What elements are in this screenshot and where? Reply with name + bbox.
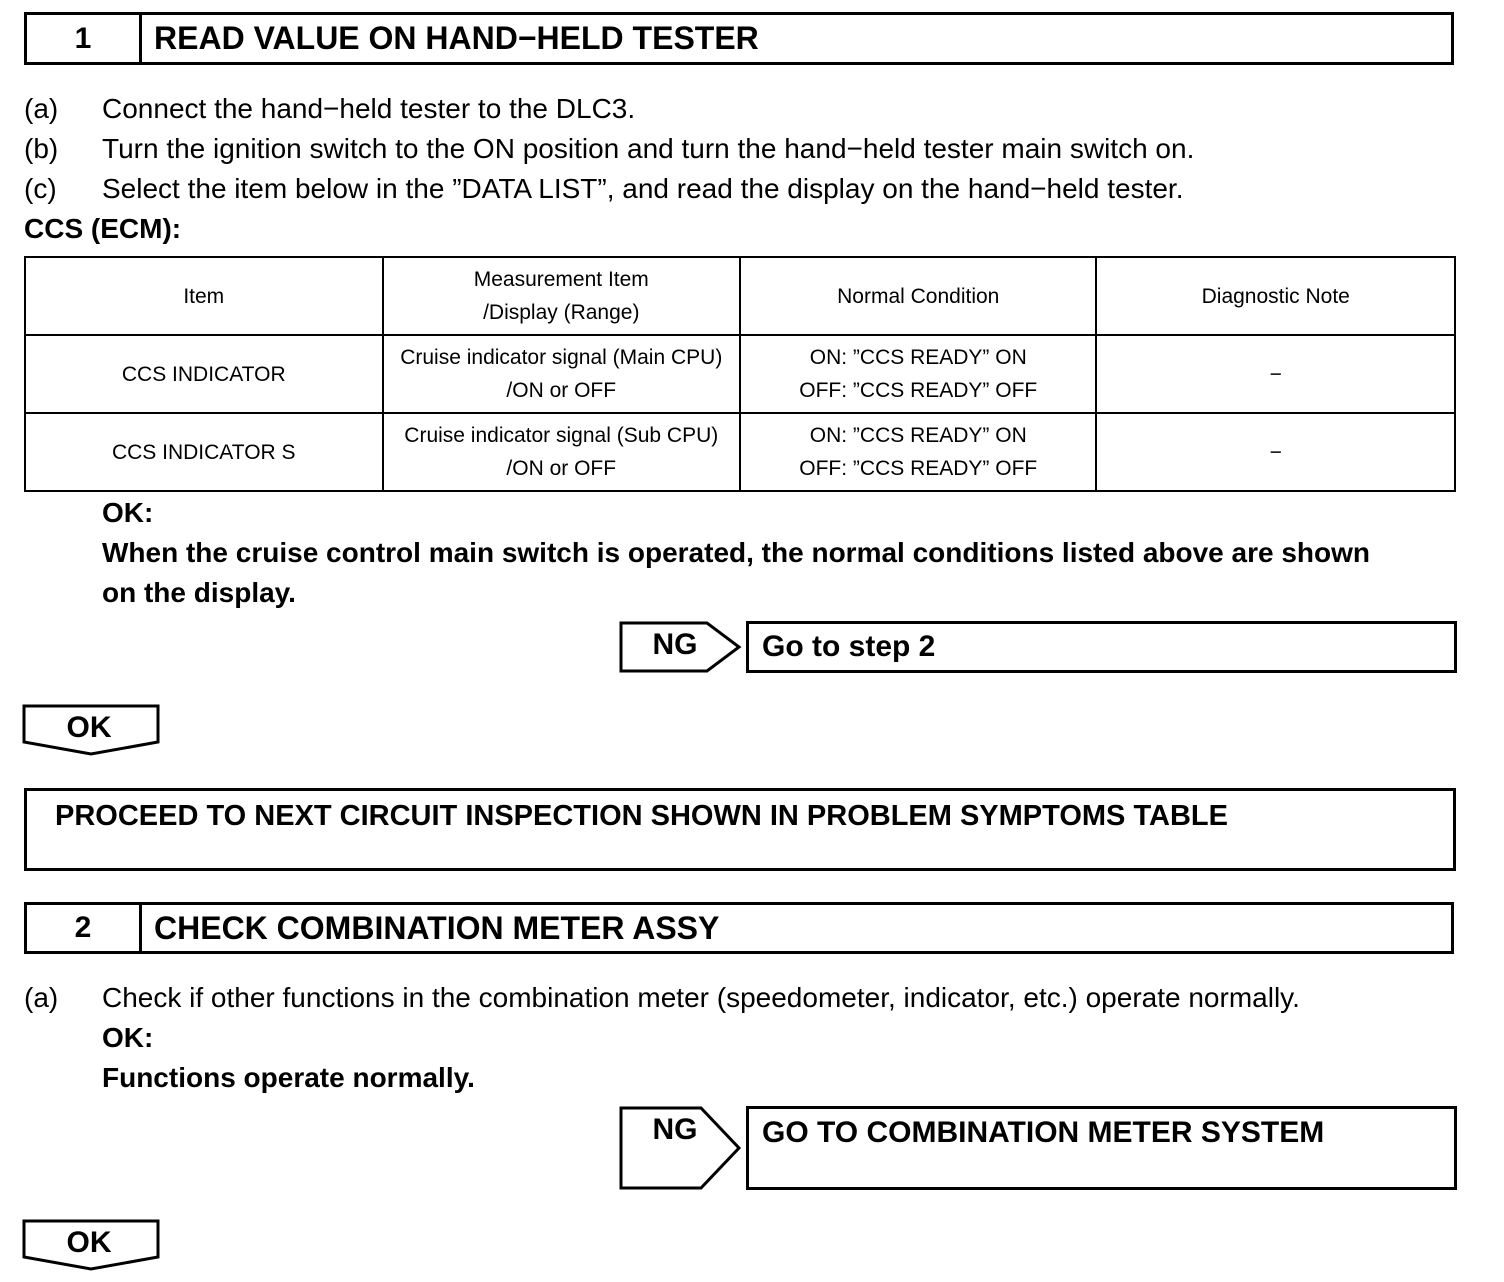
header-normal-condition: Normal Condition — [740, 257, 1096, 335]
proceed-text: PROCEED TO NEXT CIRCUIT INSPECTION SHOWN IN PROBLEM SYMPTOMS TABLE — [55, 800, 1228, 832]
step2-ng-result-text: GO TO COMBINATION METER SYSTEM — [762, 1116, 1325, 1149]
step2-ok-tab-label: OK — [66, 1226, 112, 1259]
cell-diagnostic-note: − — [1096, 335, 1455, 413]
step1-ng-label: NG — [652, 628, 698, 661]
cell-item: CCS INDICATOR S — [25, 413, 383, 491]
step2-ng-label: NG — [652, 1113, 698, 1146]
step2-ok-heading: OK: — [102, 1022, 154, 1053]
cell-item: CCS INDICATOR — [25, 335, 383, 413]
step1-header — [24, 12, 1454, 65]
cell-measurement: Cruise indicator signal (Sub CPU) /ON or OFF — [383, 413, 741, 491]
step2-instruction-a: (a) Check if other functions in the combination meter (speedometer, indicator, etc.) operate normally. — [24, 982, 1300, 1013]
header-item: Item — [25, 257, 383, 335]
step1-title: READ VALUE ON HAND−HELD TESTER — [154, 20, 759, 56]
step1-ok-text-1: When the cruise control main switch is operated, the normal conditions listed above are shown — [102, 537, 1371, 568]
step2-number: 2 — [27, 905, 142, 951]
step1-ok-tab-label: OK — [66, 711, 112, 744]
step2-header — [24, 902, 1454, 954]
table-row — [25, 335, 1455, 413]
step1-ok-heading: OK: — [102, 497, 154, 528]
step2-ng-result-box[interactable] — [746, 1106, 1457, 1190]
cell-normal-condition: ON: ”CCS READY” ON OFF: ”CCS READY” OFF — [740, 335, 1096, 413]
step1-number: 1 — [27, 15, 142, 62]
step1-ng-result-box[interactable] — [746, 621, 1457, 673]
proceed-box[interactable] — [24, 788, 1456, 871]
header-diagnostic-note: Diagnostic Note — [1096, 257, 1455, 335]
header-measurement: Measurement Item /Display (Range) — [383, 257, 741, 335]
cell-diagnostic-note: − — [1096, 413, 1455, 491]
step1-instruction-a: (a) Connect the hand−held tester to the DLC3. — [24, 93, 636, 124]
step2-title: CHECK COMBINATION METER ASSY — [154, 909, 720, 946]
table-caption: CCS (ECM): — [24, 213, 182, 244]
data-list-table — [24, 256, 1456, 492]
step1-instruction-b: (b) Turn the ignition switch to the ON position and turn the hand−held tester main switch on. — [24, 133, 1195, 164]
step2-ok-text: Functions operate normally. — [102, 1062, 475, 1093]
cell-normal-condition: ON: ”CCS READY” ON OFF: ”CCS READY” OFF — [740, 413, 1096, 491]
step1-ng-result-text: Go to step 2 — [762, 630, 936, 663]
table-header-row — [25, 257, 1455, 335]
cell-measurement: Cruise indicator signal (Main CPU) /ON or OFF — [383, 335, 741, 413]
table-row — [25, 413, 1455, 491]
step1-ok-text-2: on the display. — [102, 577, 296, 608]
step1-instruction-c: (c) Select the item below in the ”DATA LIST”, and read the display on the hand−held tester. — [24, 173, 1184, 204]
